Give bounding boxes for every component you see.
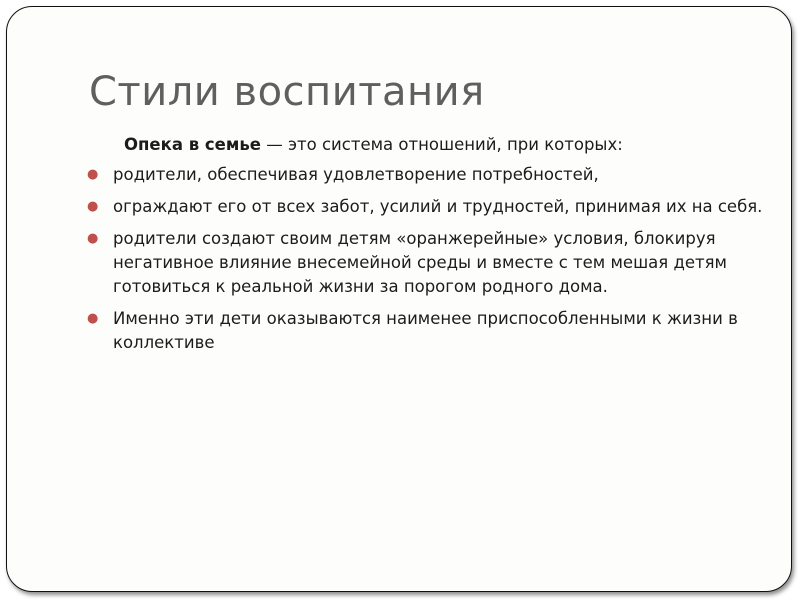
bullet-item-3 [86, 227, 766, 299]
bullet-item-2 [86, 195, 766, 219]
bullet-text-4: Именно эти дети оказываются наименее приспособленными к жизни в коллективе [113, 309, 738, 352]
bullet-item-4 [86, 307, 766, 355]
slide-title: Стили воспитания [89, 69, 485, 115]
bullet-item-1 [86, 163, 766, 187]
bullet-text-2: ограждают его от всех забот, усилий и трудностей, принимая их на себя. [113, 197, 763, 216]
bullet-list [86, 163, 766, 363]
slide-intro [124, 133, 623, 157]
intro-definition: — это система отношений, при которых: [260, 135, 623, 154]
bullet-dot-icon: ● [87, 231, 99, 246]
bullet-dot-icon: ● [87, 199, 99, 214]
bullet-dot-icon: ● [87, 167, 99, 182]
bullet-dot-icon: ● [87, 311, 99, 326]
intro-term: Опека в семье [124, 135, 261, 154]
bullet-text-3: родители создают своим детям «оранжерейные» условия, блокируя негативное влияние внесемейной среды и вместе с тем мешая детям готовиться к реальной жизни за порогом родного дома. [113, 229, 727, 296]
bullet-text-1: родители, обеспечивая удовлетворение потребностей, [113, 165, 599, 184]
